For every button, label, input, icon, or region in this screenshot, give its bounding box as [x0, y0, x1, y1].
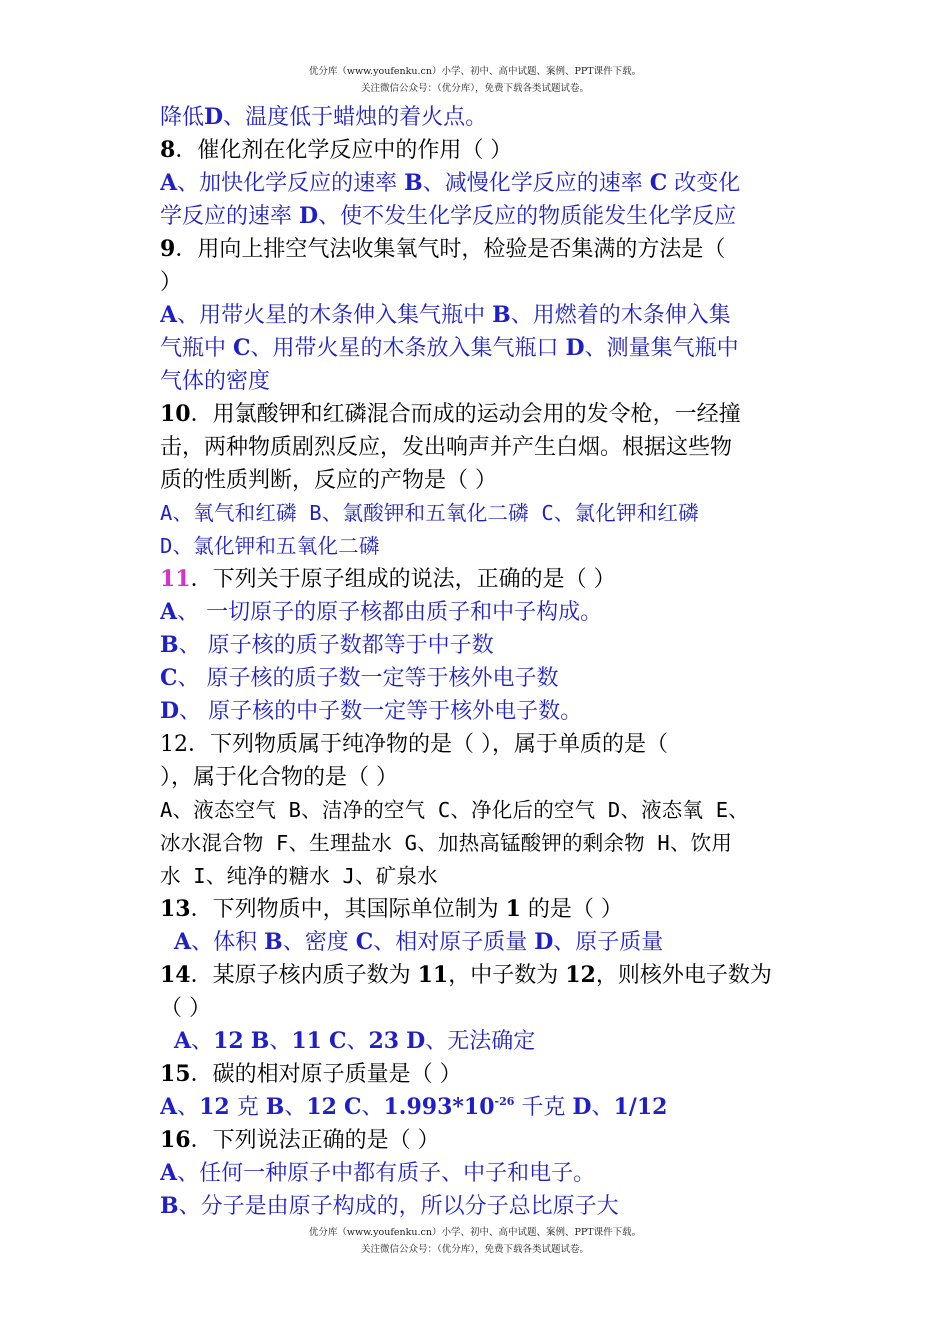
text-segment: 1 [505, 896, 521, 922]
text-segment: B [250, 1028, 270, 1054]
text-line [160, 893, 796, 926]
text-line [160, 992, 796, 1025]
text-segment: A [174, 929, 192, 955]
text-line [160, 860, 796, 893]
text-line [160, 530, 796, 563]
text-segment: B [264, 929, 283, 955]
page-footer-line1: 优分库（www.youfenku.cn）小学、初中、高中试题、案例、PPT课件下载。 [308, 1227, 642, 1238]
text-segment: 克 [229, 1095, 266, 1120]
text-segment: ．用氯酸钾和红磷混合而成的运动会用的发令枪，一经撞 [190, 402, 741, 427]
text-line [160, 464, 796, 497]
text-segment: D [204, 104, 224, 130]
text-segment: B [404, 170, 423, 196]
text-segment: （ ） [160, 996, 211, 1021]
text-segment: 10 [160, 401, 191, 427]
text-line [160, 1058, 796, 1091]
text-line [160, 926, 796, 959]
text-segment [244, 1029, 251, 1054]
text-segment: 降低 [160, 105, 205, 130]
text-segment: 气体的密度 [160, 369, 271, 394]
text-segment: 11 [417, 962, 449, 988]
text-segment: 、密度 [282, 930, 356, 955]
text-segment: 、 [346, 1029, 369, 1054]
text-segment: 学反应的速率 [160, 204, 299, 229]
text-segment: D [534, 929, 554, 955]
text-segment: ．下列说法正确的是（ ） [190, 1128, 440, 1153]
text-segment: 12．下列物质属于纯净物的是（ ），属于单质的是（ [160, 732, 668, 757]
text-segment: 、分子是由原子构成的，所以分子总比原子大 [178, 1194, 619, 1219]
text-line [160, 101, 796, 134]
text-segment: ．用向上排空气法收集氧气时，检验是否集满的方法是（ [175, 237, 726, 262]
text-segment: 、 [361, 1095, 384, 1120]
text-segment: 、用带火星的木条伸入集气瓶中 [177, 303, 493, 328]
text-segment: 水 I、纯净的糖水 J、矿泉水 [160, 864, 438, 888]
text-segment: 14 [160, 962, 191, 988]
text-segment: 、加快化学反应的速率 [177, 171, 405, 196]
text-segment: 15 [160, 1061, 191, 1087]
text-line [160, 1025, 796, 1058]
text-line [160, 1157, 796, 1190]
text-line [160, 497, 796, 530]
text-segment: 、用带火星的木条放入集气瓶口 [250, 336, 566, 361]
text-segment: A [160, 170, 178, 196]
text-line [160, 629, 796, 662]
text-segment: 冰水混合物 F、生理盐水 G、加热高锰酸钾的剩余物 H、饮用 [160, 831, 733, 855]
text-segment: C [343, 1094, 362, 1120]
text-segment: D、氯化钾和五氧化二磷 [160, 534, 380, 558]
text-segment: 、温度低于蜡烛的着火点。 [223, 105, 488, 130]
text-line [160, 794, 796, 827]
text-segment [322, 1029, 329, 1054]
text-segment: 击，两种物质剧烈反应，发出响声并产生白烟。根据这些物 [160, 435, 733, 460]
text-line [160, 167, 796, 200]
text-segment: ，中子数为 [448, 963, 566, 988]
text-segment: 12 [306, 1094, 337, 1120]
text-segment: 1/12 [613, 1094, 668, 1120]
text-segment: 、使不发生化学反应的物质能发生化学反应 [318, 204, 737, 229]
text-segment: 12 [213, 1028, 244, 1054]
text-segment: C [649, 170, 668, 196]
text-segment: C [233, 335, 251, 361]
text-segment: 、 [591, 1095, 614, 1120]
text-segment: A、液态空气 B、洁净的空气 C、净化后的空气 D、液态氧 E、 [160, 798, 749, 822]
text-line [160, 431, 796, 464]
text-line [160, 1190, 796, 1223]
text-line [160, 398, 796, 431]
text-segment: 气瓶中 [160, 336, 233, 361]
text-segment: 、 [177, 1095, 200, 1120]
text-line [160, 827, 796, 860]
text-segment: 11 [291, 1028, 322, 1054]
text-segment: ．某原子核内质子数为 [190, 963, 418, 988]
text-segment: 13 [160, 896, 191, 922]
text-segment: ） [160, 270, 183, 295]
page-header-line1: 优分库（www.youfenku.cn）小学、初中、高中试题、案例、PPT课件下载。 [308, 66, 642, 77]
text-line [160, 695, 796, 728]
text-line [160, 365, 796, 398]
text-segment: 、体积 [191, 930, 265, 955]
text-segment: 、 原子核的中子数一定等于核外电子数。 [179, 699, 583, 724]
text-segment: 1.993*10 [383, 1094, 495, 1120]
text-segment: 、无法确定 [425, 1029, 536, 1054]
text-segment: 质的性质判断，反应的产物是（ ） [160, 468, 497, 493]
text-segment: 、减慢化学反应的速率 [422, 171, 650, 196]
text-segment: D [406, 1028, 426, 1054]
text-segment: ．下列关于原子组成的说法，正确的是（ ） [190, 567, 616, 592]
text-segment: 9 [160, 236, 176, 262]
text-line [160, 299, 796, 332]
text-line [160, 563, 796, 596]
text-segment: B [492, 302, 511, 328]
text-line [160, 233, 796, 266]
text-segment: D [299, 203, 319, 229]
text-segment: ），属于化合物的是（ ） [160, 765, 398, 790]
text-segment: 、 [191, 1029, 214, 1054]
text-segment: A、氧气和红磷 B、氯酸钾和五氧化二磷 C、氯化钾和红磷 [160, 501, 699, 525]
text-segment: 、原子质量 [553, 930, 664, 955]
text-segment: 、 原子核的质子数都等于中子数 [178, 633, 494, 658]
text-segment: 、用燃着的木条伸入集 [510, 303, 731, 328]
text-segment: 、 [269, 1029, 292, 1054]
text-segment: C [328, 1028, 347, 1054]
text-segment: ．碳的相对原子质量是（ ） [190, 1062, 462, 1087]
text-segment: A [160, 1160, 178, 1186]
text-segment: A [160, 302, 178, 328]
page-footer-line2: 关注微信公众号：（优分库），免费下载各类试题试卷。 [360, 1244, 589, 1255]
text-segment: D [572, 1094, 592, 1120]
text-segment: 、相对原子质量 [373, 930, 535, 955]
text-segment [337, 1095, 344, 1120]
text-line [160, 761, 796, 794]
text-segment: ，则核外电子数为 [595, 963, 772, 988]
text-segment: 11 [160, 566, 191, 592]
text-line [160, 662, 796, 695]
text-segment: C [355, 929, 374, 955]
text-segment: D [565, 335, 585, 361]
text-segment: A [160, 599, 178, 625]
exam-content [160, 101, 796, 1223]
page-header-line2: 关注微信公众号：（优分库），免费下载各类试题试卷。 [360, 83, 589, 94]
text-segment: 千克 [514, 1095, 573, 1120]
text-segment: 的是（ ） [520, 897, 623, 922]
text-line [160, 1091, 796, 1124]
text-line [160, 200, 796, 233]
text-segment: 、 [284, 1095, 307, 1120]
text-segment: 23 [368, 1028, 400, 1054]
text-segment: 、 一切原子的原子核都由质子和中子构成。 [177, 600, 603, 625]
text-segment: D [160, 698, 180, 724]
text-line [160, 959, 796, 992]
text-segment: C [160, 665, 178, 691]
text-segment: -26 [494, 1095, 515, 1108]
text-segment: ．下列物质中，其国际单位制为 [190, 897, 506, 922]
text-segment: 改变化 [667, 171, 741, 196]
text-line [160, 134, 796, 167]
text-segment: B [160, 632, 179, 658]
text-segment: B [265, 1094, 285, 1120]
text-segment: A [174, 1028, 192, 1054]
text-line [160, 596, 796, 629]
text-segment: 、测量集气瓶中 [584, 336, 739, 361]
text-segment: 12 [199, 1094, 230, 1120]
text-line [160, 728, 796, 761]
text-segment: 、 原子核的质子数一定等于核外电子数 [177, 666, 559, 691]
text-segment: 16 [160, 1127, 191, 1153]
text-segment: 8 [160, 137, 176, 163]
text-line [160, 1124, 796, 1157]
text-line [160, 266, 796, 299]
text-segment: 12 [565, 962, 596, 988]
text-segment: A [160, 1094, 178, 1120]
text-segment: ．催化剂在化学反应中的作用（ ） [175, 138, 513, 163]
text-segment: 、任何一种原子中都有质子、中子和电子。 [177, 1161, 596, 1186]
text-line [160, 332, 796, 365]
text-segment: B [160, 1193, 179, 1219]
